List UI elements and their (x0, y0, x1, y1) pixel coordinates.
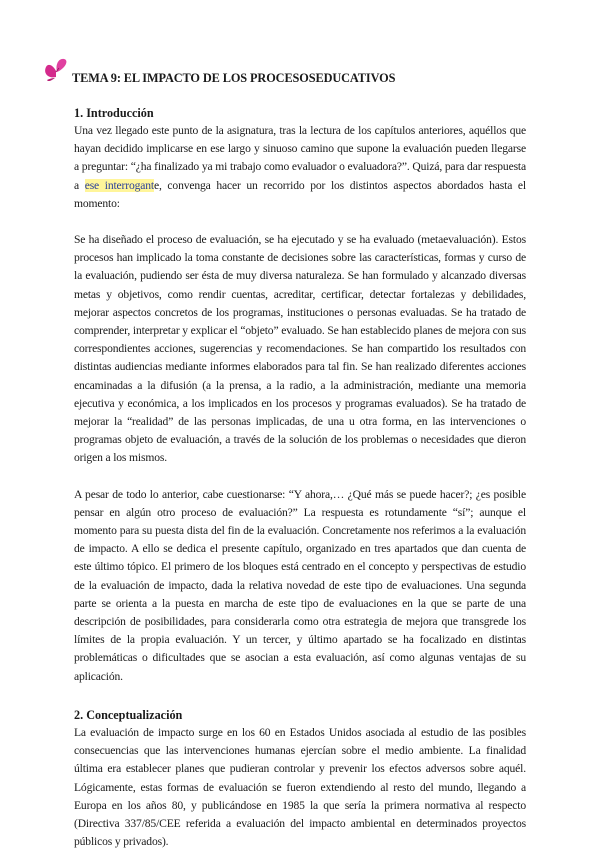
paragraph: La evaluación de impacto surge en los 60 en Estados Unidos asociada al estudio de las posibles consecuencias que las intervenciones humanas ejercían sobre el medio ambiente. La finalidad última era establecer planes que pudieran controlar y prevenir los efectos adversos sobre aquél. Lógicamente, estas formas de evaluación se fueron extendiendo al resto del mundo, llegando a Europa en los años 80, y publicándose en 1985 la que sería la primera normativa al respecto (Directiva 337/85/CEE referida a evaluación del impacto ambiental en determinados proyectos públicos y privados). (74, 725, 526, 849)
paragraph: A pesar de todo lo anterior, cabe cuestionarse: “Y ahora,… ¿Qué más se puede hacer?; ¿es posible pensar en algún otro proceso de evaluación?” La respuesta es rotundamente “sí”; aunque el momento para su puesta dista del fin de la evaluación. Concretamente nos referimos a la evaluación de impacto. A ello se dedica el presente capítulo, organizado en tres apartados que dan cuenta de este último tópico. El primero de los bloques está centrado en el concepto y perspectivas de estudio de la evaluación de impacto, dada la relativa novedad de este tipo de evaluaciones. Una segunda parte se orienta a la puesta en marcha de este tipo de evaluaciones en la que se parte de una descripción de posibilidades, para considerarla como otra estrategia de mejora que transgrede los límites de la propia evaluación. Y un tercer, y último apartado se ha focalizado en distintas problemáticas o dificultades que se asocian a esta evaluación, así como algunas ventajas de su aplicación. (74, 487, 526, 683)
paragraph-text: Una vez llegado este punto de la asignatura, tras la lectura de los capítulos anteriores, aquéllos que hayan decidido implicarse en ese largo y sinuoso camino que supone la evaluación pueden llegarse a preguntar: “¿ha finalizado ya mi trabajo como evaluador o evaluadora?”. Quizá, para dar respuesta a (74, 124, 526, 192)
page-title: TEMA 9: EL IMPACTO DE LOS PROCESOSEDUCATIVOS (72, 71, 396, 85)
paragraph (74, 122, 526, 213)
section-heading-conceptualizacion: 2. Conceptualización (74, 707, 183, 722)
document-body (74, 104, 526, 851)
section-heading-introduccion: 1. Introducción (74, 106, 154, 120)
paragraph: Se ha diseñado el proceso de evaluación, se ha ejecutado y se ha evaluado (metaevaluación). Estos procesos han implicado la toma constante de decisiones sobre las características, formas y curso de la evaluación, pudiendo ser ésta de muy diversa naturaleza. Se han formulado y alcanzado diversas metas y objetivos, como rendir cuentas, acreditar, certificar, detectar fortalezas y debilidades, mejorar aspectos concretos de los programas, instituciones o personas evaluadas. Se ha tratado de comprender, interpretar y explicar el “objeto” evaluado. Se han establecido planes de mejora con sus correspondientes acciones, sugerencias y recomendaciones. Se han compartido los resultados con distintas audiencias mediante informes elaborados para tal fin. Se han realizado diferentes acciones encaminadas a la difusión (a la prensa, a la radio, a la administración, mediante una memoria ejecutiva y económica, a los implicados en los procesos y programas evaluados). Se ha tratado de mejorar la “realidad” de las personas implicadas, de una u otra forma, en las intervenciones o programas objeto de evaluación, a través de la solución de los problemas o necesidades que dieron origen a los mismos. (74, 233, 526, 465)
highlighted-text: ese interrogant (84, 178, 154, 192)
paragraph-text: e, convenga hacer un recorrido por los distintos aspectos abordados hasta el momento: (74, 178, 526, 210)
butterfly-logo-icon (42, 57, 72, 83)
